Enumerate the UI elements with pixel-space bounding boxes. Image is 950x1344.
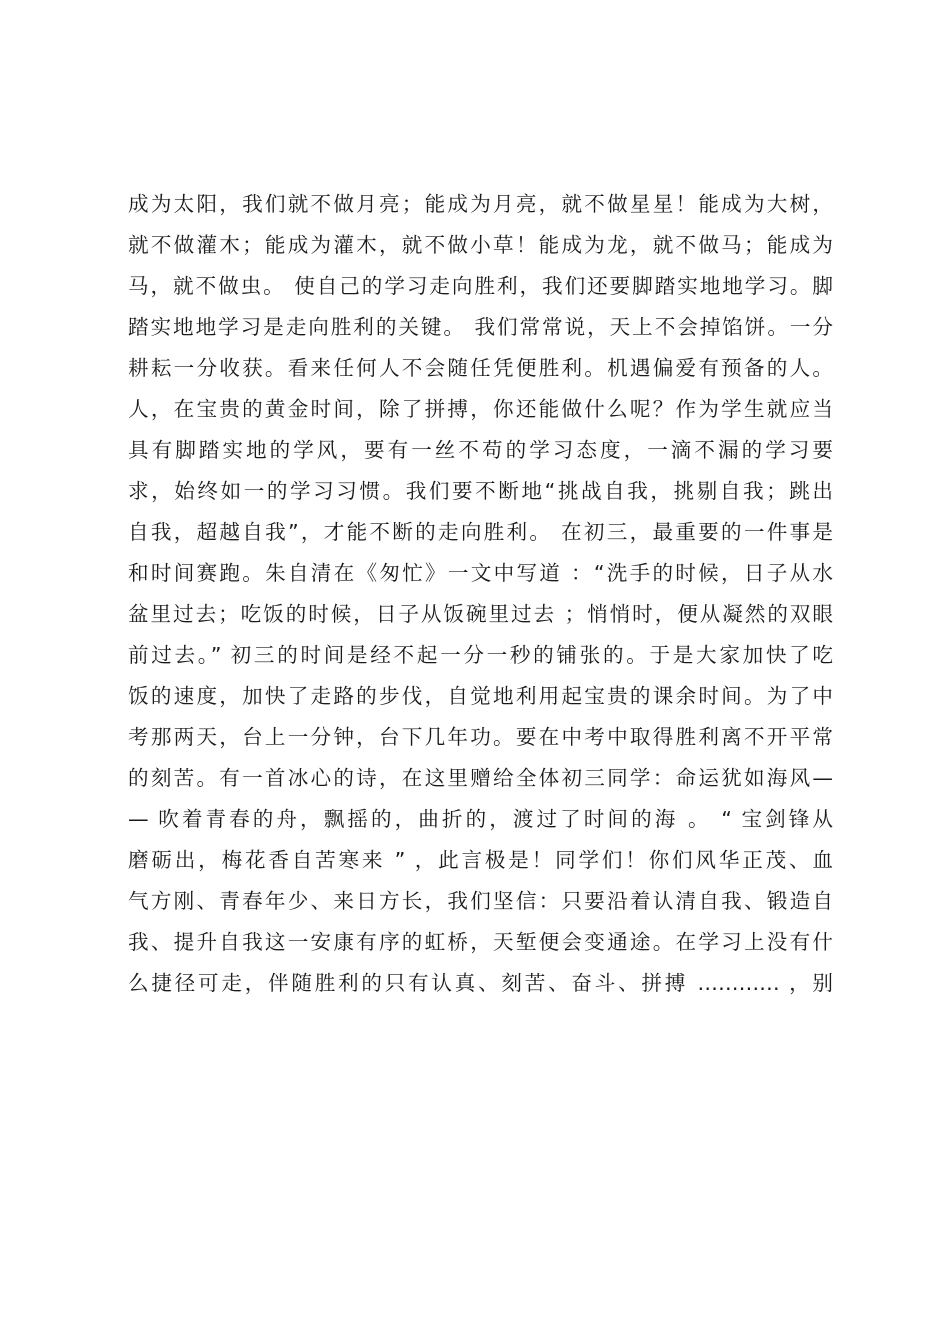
text-line-15: 的刻苦。有一首冰心的诗，在这里赠给全体初三同学：命运犹如海风— (128, 766, 833, 790)
text-line-16: — 吹着青春的舟，飘摇的，曲折的，渡过了时间的海 。 “ 宝剑锋从 (128, 807, 833, 831)
text-line-14: 考那两天，台上一分钟，台下几年功。要在中考中取得胜利离不开平常 (128, 725, 833, 749)
text-line-19: 我、提升自我这一安康有序的虹桥，天堑便会变通途。在学习上没有什 (128, 930, 833, 954)
text-line-1: 成为太阳，我们就不做月亮；能成为月亮，就不做星星！能成为大树， (128, 192, 833, 216)
text-line-2: 就不做灌木；能成为灌木，就不做小草！能成为龙，就不做马；能成为 (128, 233, 833, 257)
text-line-20: 么捷径可走，伴随胜利的只有认真、刻苦、奋斗、拼搏 ………… ，别 (128, 971, 833, 995)
text-line-9: 自我，超越自我”，才能不断的走向胜利。 在初三，最重要的一件事是 (128, 520, 833, 544)
text-line-7: 具有脚踏实地的学风，要有一丝不苟的学习态度，一滴不漏的学习要 (128, 438, 833, 462)
body-text (128, 184, 833, 1004)
text-line-5: 耕耘一分收获。看来任何人不会随任凭便胜利。机遇偏爱有预备的人。 (128, 356, 833, 380)
text-line-17: 磨砺出，梅花香自苦寒来 ” ，此言极是！同学们！你们风华正茂、血 (128, 848, 833, 872)
text-line-6: 人，在宝贵的黄金时间，除了拼搏，你还能做什么呢？作为学生就应当 (128, 397, 833, 421)
text-line-3: 马，就不做虫。 使自己的学习走向胜利，我们还要脚踏实地地学习。脚 (128, 274, 833, 298)
text-line-18: 气方刚、青春年少、来日方长，我们坚信：只要沿着认清自我、锻造自 (128, 889, 833, 913)
text-line-10: 和时间赛跑。朱自清在《匆忙》一文中写道 ：“洗手的时候，日子从水 (128, 561, 833, 585)
text-line-8: 求，始终如一的学习习惯。我们要不断地“挑战自我，挑剔自我；跳出 (128, 479, 833, 503)
text-line-12: 前过去。” 初三的时间是经不起一分一秒的铺张的。于是大家加快了吃 (128, 643, 833, 667)
text-line-11: 盆里过去；吃饭的时候，日子从饭碗里过去 ；悄悄时，便从凝然的双眼 (128, 602, 833, 626)
text-line-13: 饭的速度，加快了走路的步伐，自觉地利用起宝贵的课余时间。为了中 (128, 684, 833, 708)
text-line-4: 踏实地地学习是走向胜利的关键。 我们常常说，天上不会掉馅饼。一分 (128, 315, 833, 339)
